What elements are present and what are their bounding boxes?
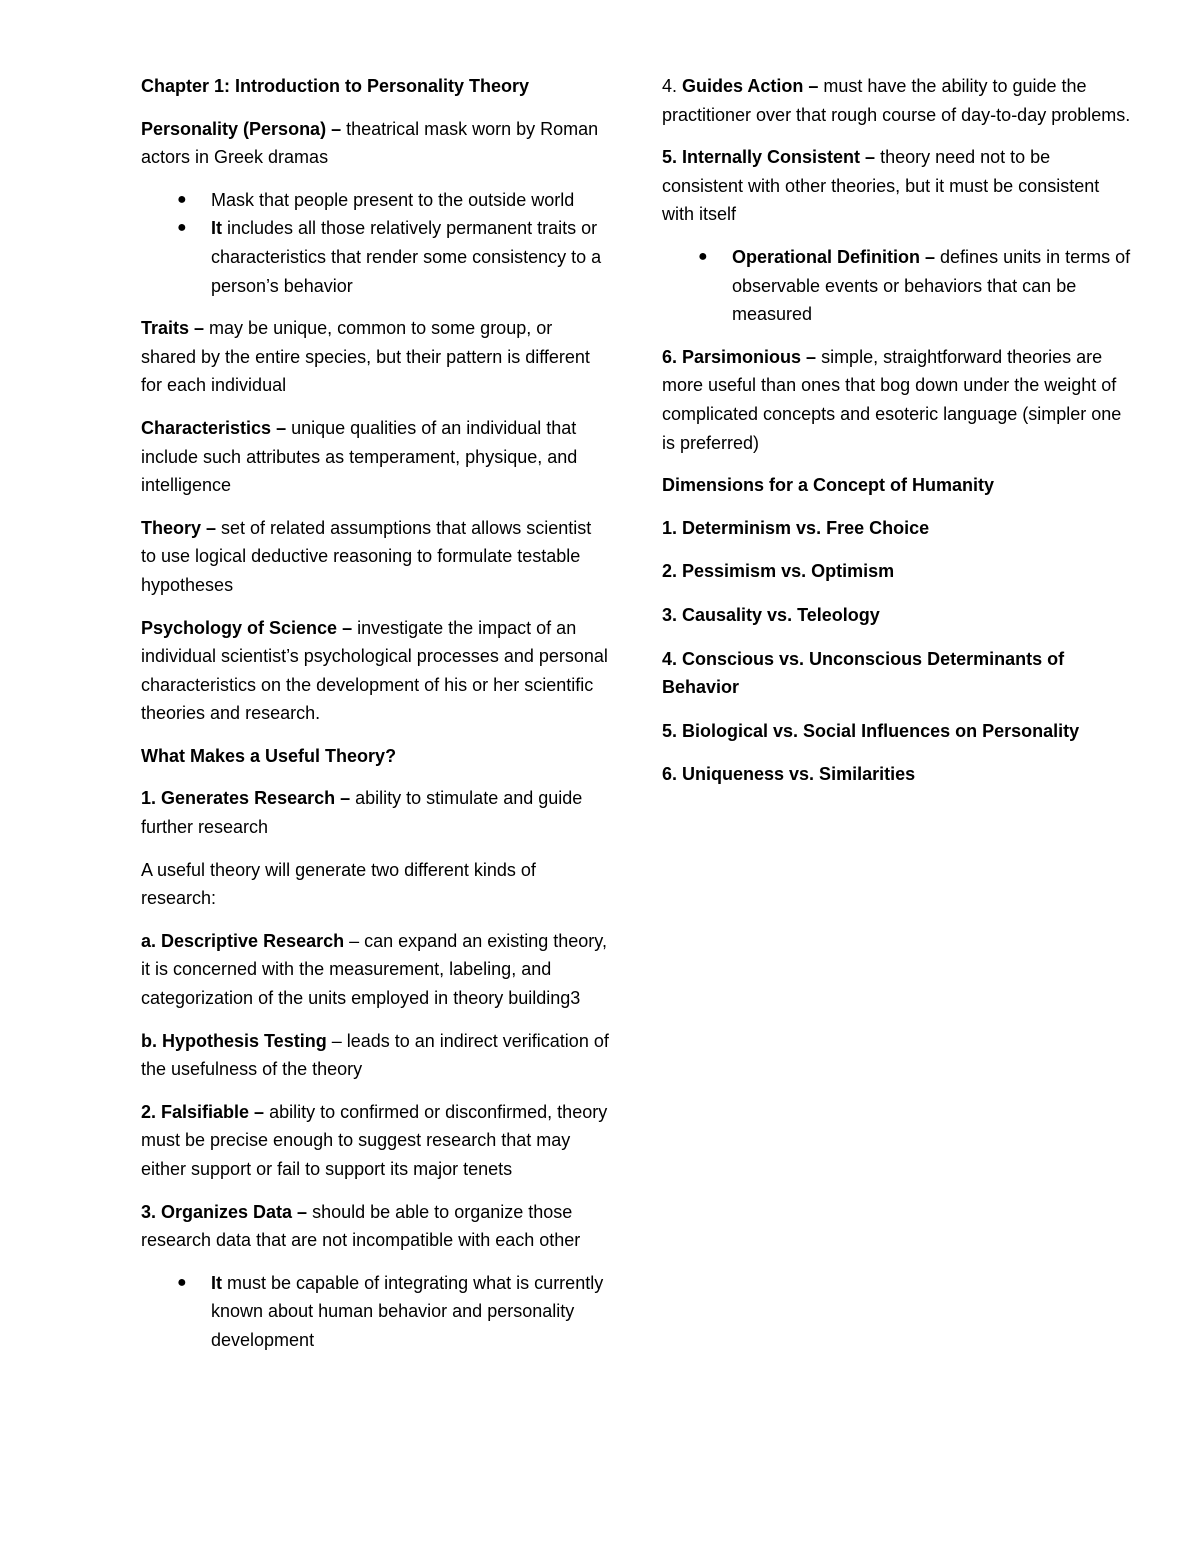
useful-theory-heading: What Makes a Useful Theory? xyxy=(141,745,397,766)
definition: unique qualities of an individual that include such attributes as temperament, physique, and intelligence xyxy=(141,417,578,496)
guides-action xyxy=(662,72,1132,129)
internally-consistent xyxy=(662,143,1132,229)
term: Guides Action – xyxy=(677,76,819,96)
definition: theatrical mask worn by Roman actors in Greek dramas xyxy=(141,118,599,168)
chapter-title: Chapter 1: Introduction to Personality Theory xyxy=(141,76,530,96)
term: Psychology of Science – xyxy=(141,617,353,638)
definition: theory need not to be consistent with other theories, but it must be consistent with itself xyxy=(662,147,1100,225)
definition: must have the ability to guide the practitioner over that rough course of day-to-day problems. xyxy=(662,76,1131,125)
list-item-text: includes all those relatively permanent traits or characteristics that render some consistency to a person’s behavior xyxy=(211,218,602,296)
characteristics-definition xyxy=(141,414,611,500)
hypothesis-testing xyxy=(141,1027,611,1084)
definition: set of related assumptions that allows scientist to use logical deductive reasoning to formulate testable hypotheses xyxy=(141,517,592,595)
term: Personality (Persona) – xyxy=(141,118,342,139)
descriptive-research xyxy=(141,927,611,1013)
two-kinds-paragraph: A useful theory will generate two different kinds of research: xyxy=(141,859,536,909)
generates-research xyxy=(141,784,611,841)
falsifiable xyxy=(141,1098,611,1184)
term: Traits – xyxy=(141,318,205,339)
bullet-icon: ● xyxy=(177,190,187,208)
dimension-item: 1. Determinism vs. Free Choice xyxy=(662,517,930,538)
term: 5. Internally Consistent – xyxy=(662,147,876,168)
dimensions-heading: Dimensions for a Concept of Humanity xyxy=(662,475,995,496)
bullet-icon: ● xyxy=(177,219,187,237)
term: b. Hypothesis Testing xyxy=(141,1030,327,1051)
organizes-data xyxy=(141,1198,611,1255)
list-item-text: Mask that people present to the outside world xyxy=(211,189,575,210)
personality-bullets xyxy=(141,186,611,300)
term: 2. Falsifiable – xyxy=(141,1101,265,1122)
list-item xyxy=(698,243,1132,329)
definition: investigate the impact of an individual scientist’s psychological processes and personal characteristics on the development of his or her scientific theories and research. xyxy=(141,617,608,724)
list-item-text: must be capable of integrating what is currently known about human behavior and personality development xyxy=(211,1272,604,1350)
list-item xyxy=(177,186,611,215)
definition: ability to stimulate and guide further research xyxy=(141,788,583,838)
theory-definition xyxy=(141,514,611,600)
left-column xyxy=(141,72,611,1369)
list-item-strong: Operational Definition – xyxy=(732,246,936,267)
term: 6. Parsimonious – xyxy=(662,346,817,367)
term-number: 4. xyxy=(662,76,678,96)
definition: ability to confirmed or disconfirmed, theory must be precise enough to suggest research that may either support or fail to support its major tenets xyxy=(141,1101,608,1179)
definition: should be able to organize those research data that are not incompatible with each other xyxy=(141,1201,581,1251)
dimension-item: 3. Causality vs. Teleology xyxy=(662,604,880,625)
bullet-icon: ● xyxy=(698,247,708,265)
dimension-item: 5. Biological vs. Social Influences on Personality xyxy=(662,720,1080,741)
term: 3. Organizes Data – xyxy=(141,1201,308,1222)
definition: may be unique, common to some group, or shared by the entire species, but their pattern is different for each individual xyxy=(141,318,590,396)
parsimonious xyxy=(662,343,1132,457)
internally-bullets xyxy=(662,243,1132,329)
organizes-bullets xyxy=(141,1269,611,1355)
list-item-text: defines units in terms of observable events or behaviors that can be measured xyxy=(732,246,1131,325)
list-item-strong: It xyxy=(211,218,222,239)
list-item-strong: It xyxy=(211,1272,222,1293)
list-item xyxy=(177,214,611,300)
dimension-item: 2. Pessimism vs. Optimism xyxy=(662,561,895,582)
term: a. Descriptive Research xyxy=(141,930,345,951)
definition: – leads to an indirect verification of the usefulness of the theory xyxy=(141,1030,609,1080)
personality-definition xyxy=(141,115,611,172)
bullet-icon: ● xyxy=(177,1273,187,1291)
traits-definition xyxy=(141,314,611,400)
dimension-item: 6. Uniqueness vs. Similarities xyxy=(662,764,916,785)
psychology-of-science-definition xyxy=(141,614,611,728)
term: Characteristics – xyxy=(141,417,287,438)
dimension-item: 4. Conscious vs. Unconscious Determinants of Behavior xyxy=(662,648,1065,698)
definition: – can expand an existing theory, it is concerned with the measurement, labeling, and categorization of the units employed in theory building3 xyxy=(141,930,607,1009)
definition: simple, straightforward theories are more useful than ones that bog down under the weight of complicated concepts and esoteric language (simpler one is preferred) xyxy=(662,346,1122,453)
list-item xyxy=(177,1269,611,1355)
term: 1. Generates Research – xyxy=(141,788,351,809)
term: Theory – xyxy=(141,517,217,538)
right-column xyxy=(662,72,1132,804)
